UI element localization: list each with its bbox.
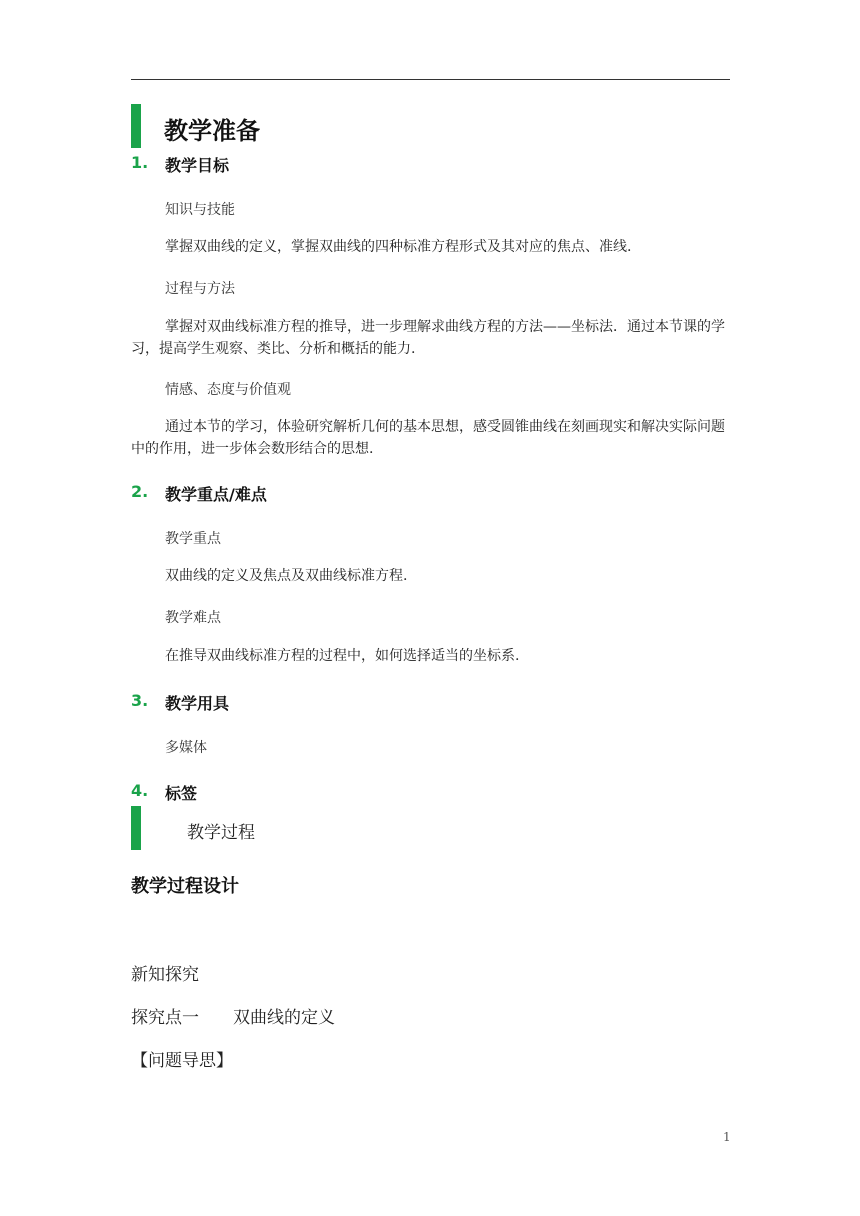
- page-heading: 教学准备: [164, 117, 260, 145]
- tag-accent-bar: [131, 806, 141, 850]
- tag-text: 教学过程: [187, 823, 255, 843]
- section-1-sub-1: 知识与技能: [165, 202, 235, 218]
- section-4-number: 4.: [131, 781, 149, 800]
- section-1-para-2: 掌握对双曲线标准方程的推导，进一步理解求曲线方程的方法——坐标法．通过本节课的学习，提高学生观察、类比、分析和概括的能力.: [131, 319, 725, 357]
- section-2-para-1: 双曲线的定义及焦点及双曲线标准方程.: [165, 568, 408, 584]
- header-rule: [131, 79, 730, 80]
- body-line-new-knowledge: 新知探究: [131, 965, 199, 985]
- section-1-sub-3: 情感、态度与价值观: [165, 382, 291, 398]
- design-title: 教学过程设计: [131, 876, 239, 897]
- section-4-title: 标签: [165, 784, 198, 803]
- body-line-explore-point: 探究点一 双曲线的定义: [131, 1008, 335, 1028]
- section-1-number: 1.: [131, 153, 149, 172]
- section-1-para-3: 通过本节的学习，体验研究解析几何的基本思想，感受圆锥曲线在刻画现实和解决实际问题中的作用，进一步体会数形结合的思想.: [131, 419, 725, 457]
- section-3-number: 3.: [131, 691, 149, 710]
- section-1-title: 教学目标: [165, 156, 230, 175]
- section-2-title: 教学重点/难点: [165, 485, 267, 504]
- heading-accent-bar: [131, 104, 141, 148]
- section-1-para-1: 掌握双曲线的定义，掌握双曲线的四种标准方程形式及其对应的焦点、准线.: [165, 239, 632, 255]
- section-3-sub-1: 多媒体: [165, 740, 207, 756]
- section-2-sub-1: 教学重点: [165, 531, 221, 547]
- section-2-sub-2: 教学难点: [165, 610, 221, 626]
- page-number: 1: [723, 1130, 731, 1144]
- section-3-title: 教学用具: [165, 694, 230, 713]
- body-line-question: 【问题导思】: [131, 1051, 233, 1071]
- section-1-sub-2: 过程与方法: [165, 281, 235, 297]
- section-2-number: 2.: [131, 482, 149, 501]
- section-2-para-2: 在推导双曲线标准方程的过程中，如何选择适当的坐标系.: [165, 648, 520, 664]
